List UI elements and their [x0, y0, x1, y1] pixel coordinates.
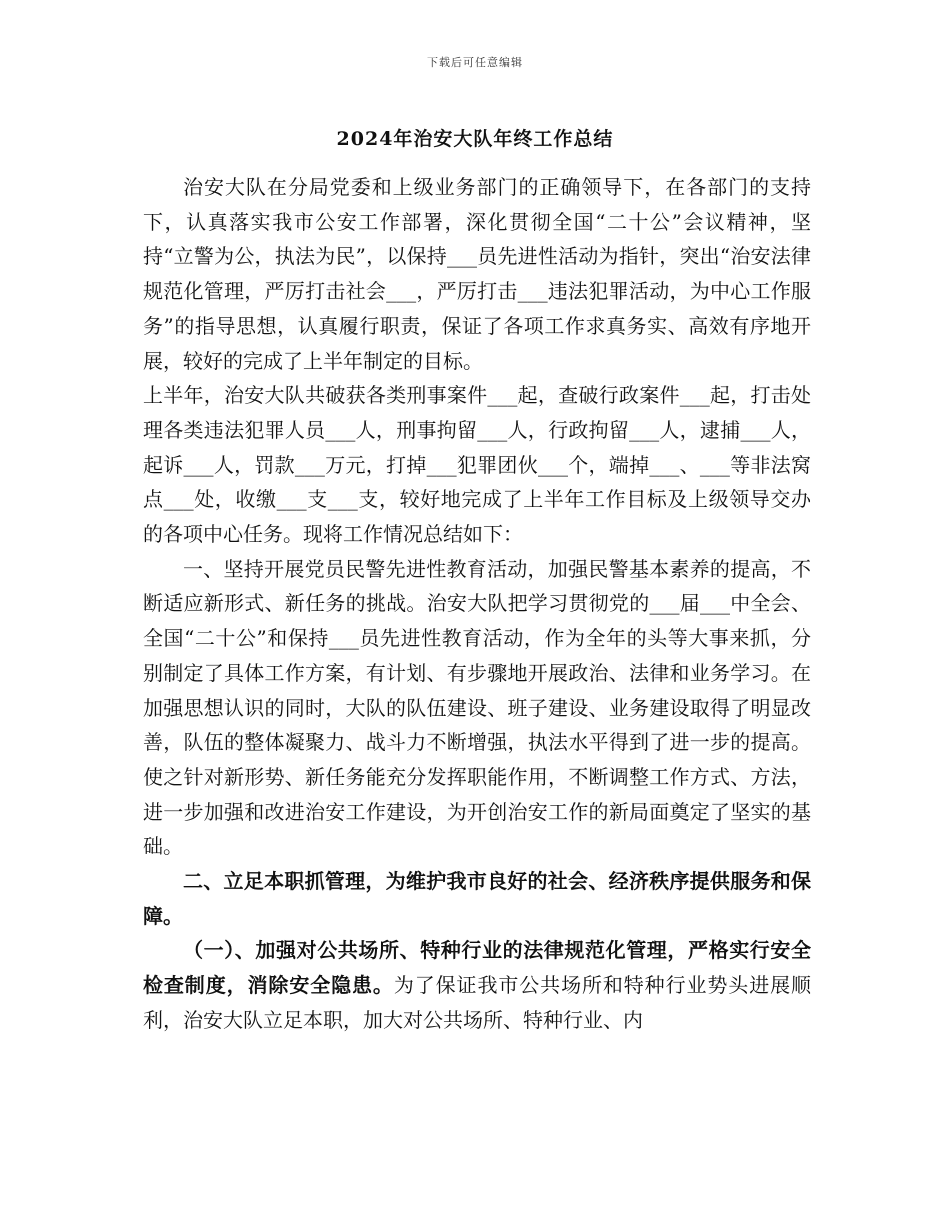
section-2-heading: 二、立足本职抓管理，为维护我市良好的社会、经济秩序提供服务和保障。: [143, 869, 811, 928]
document-body: [143, 170, 811, 1038]
stats-paragraph: 上半年，治安大队共破获各类刑事案件___起，查破行政案件___起，打击处理各类违法犯罪人员___人，刑事拘留___人，行政拘留___人，逮捕___人，起诉___人，罚款___万元，打掉___犯罪团伙___个，端掉___、___等非法窝点___处，收缴___支___支，较好地完成了上半年工作目标及上级领导交办的各项中心任务。现将工作情况总结如下：: [143, 383, 811, 547]
subsection-1-heading: （一）、加强对公共场所、特种行业的法律规范化管理，严格实行安全检查制度，消除安全隐患。: [143, 938, 811, 998]
intro-paragraph: 治安大队在分局党委和上级业务部门的正确领导下，在各部门的支持下，认真落实我市公安工作部署，深化贯彻全国“二十公”会议精神，坚持“立警为公，执法为民”，以保持___员先进性活动为指针，突出“治安法律规范化管理，严厉打击社会___，严厉打击___违法犯罪活动，为中心工作服务”的指导思想，认真履行职责，保证了各项工作求真务实、高效有序地开展，较好的完成了上半年制定的目标。: [143, 175, 811, 373]
section-1-paragraph: 一、坚持开展党员民警先进性教育活动，加强民警基本素养的提高，不断适应新形式、新任务的挑战。治安大队把学习贯彻党的___届___中全会、全国“二十公”和保持___员先进性教育活动，作为全年的头等大事来抓，分别制定了具体工作方案，有计划、有步骤地开展政治、法律和业务学习。在加强思想认识的同时，大队的队伍建设、班子建设、业务建设取得了明显改善，队伍的整体凝聚力、战斗力不断增强，执法水平得到了进一步的提高。使之针对新形势、新任务能充分发挥职能作用，不断调整工作方式、方法，进一步加强和改进治安工作建设，为开创治安工作的新局面奠定了坚实的基础。: [143, 556, 811, 859]
subsection-1-text: 为了保证我市公共场所和特种行业势头进展顺利，治安大队立足本职，加大对公共场所、特种行业、内: [143, 973, 812, 1032]
document-title: 2024年治安大队年终工作总结: [336, 128, 614, 150]
page-header-note: 下载后可任意编辑: [427, 56, 523, 69]
subsection-1-paragraph: [143, 933, 811, 1037]
